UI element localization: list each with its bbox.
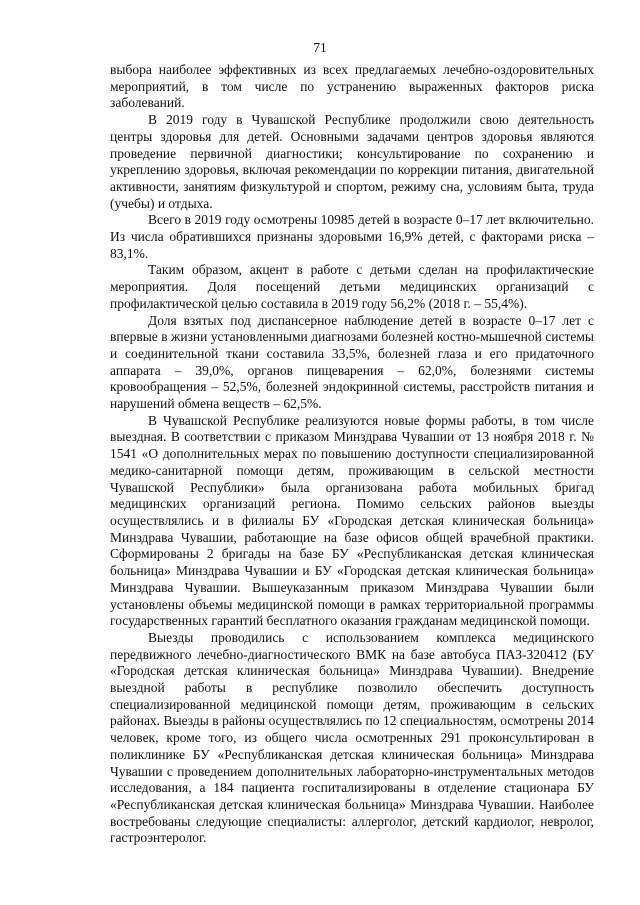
paragraph-mobile-teams: В Чувашской Республике реализуются новые формы работы, в том числе выездная. В соответствии с приказом Минздрава Чувашии от 13 ноября 2018 г. № 1541 «О дополнительных мерах по повышению доступности специализированной медико-санитарной помощи детям, проживающим в сельской местности Чувашской Республики» была организована работа мобильных бригад медицинских организаций региона. Помимо сельских районов выезды осуществлялись и в филиалы БУ «Городская детская клиническая больница» Минздрава Чувашии, работающие на базе офисов общей врачебной практики. Сформированы 2 бригады на базе БУ «Республиканская детская клиническая больница» Минздрава Чувашии и БУ «Городская детская клиническая больница» Минздрава Чувашии. Вышеуказанным приказом Минздрава Чувашии были установлены объемы медицинской помощи в рамках территориальной программы государственных гарантий бесплатного оказания гражданам медицинской помощи. — [110, 412, 594, 629]
page-number: 71 — [313, 40, 327, 55]
paragraph-prophylaxis: Таким образом, акцент в работе с детьми сделан на профилактические мероприятия. Доля посещений детьми медицинских организаций с профилактической целью составила в 2019 году 56,2% (2018 г. – 55,4%). — [110, 262, 594, 311]
paragraph-examined-children: Всего в 2019 году осмотрены 10985 детей в возрасте 0–17 лет включительно. Из числа обратившихся признаны здоровыми 16,9% детей, с факторами риска – 83,1%. — [110, 212, 594, 261]
document-body — [110, 62, 594, 847]
paragraph-continuation: выбора наиболее эффективных из всех предлагаемых лечебно-оздоровительных мероприятий, в том числе по устранению выраженных факторов риска заболеваний. — [110, 62, 594, 111]
paragraph-health-centers: В 2019 году в Чувашской Республике продолжили свою деятельность центры здоровья для детей. Основными задачами центров здоровья являются проведение первичной диагностики; консультирование по сохранению и укреплению здоровья, включая рекомендации по коррекции питания, двигательной активности, занятиям физкультурой и спортом, режиму сна, условиям быта, труда (учебы) и отдыха. — [110, 112, 594, 211]
paragraph-dispensary: Доля взятых под диспансерное наблюдение детей в возрасте 0–17 лет с впервые в жизни установленными диагнозами болезней костно-мышечной системы и соединительной ткани составила 33,5%, болезней глаза и его придаточного аппарата – 39,0%, органов пищеварения – 62,0%, болезнями системы кровообращения – 52,5%, болезней эндокринной системы, расстройств питания и нарушений обмена веществ – 62,5%. — [110, 312, 594, 412]
paragraph-field-visits: Выезды проводились с использованием комплекса медицинского передвижного лечебно-диагностического ВМК на базе автобуса ПАЗ-320412 (БУ «Городская детская клиническая больница» Минздрава Чувашии). Внедрение выездной работы в республике позволило обеспечить доступность специализированной медицинской помощи детям, проживающим в сельских районах. Выезды в районы осуществлялись по 12 специальностям, осмотрены 2014 человек, кроме того, из общего числа осмотренных 291 проконсультирован в поликлинике БУ «Республиканская детская клиническая больница» Минздрава Чувашии с проведением дополнительных лабораторно-инструментальных методов исследования, а 184 пациента госпитализированы в отделение стационара БУ «Республиканская детская клиническая больница» Минздрава Чувашии. Наиболее востребованы следующие специалисты: аллерголог, детский кардиолог, невролог, гастроэнтеролог. — [110, 629, 594, 846]
